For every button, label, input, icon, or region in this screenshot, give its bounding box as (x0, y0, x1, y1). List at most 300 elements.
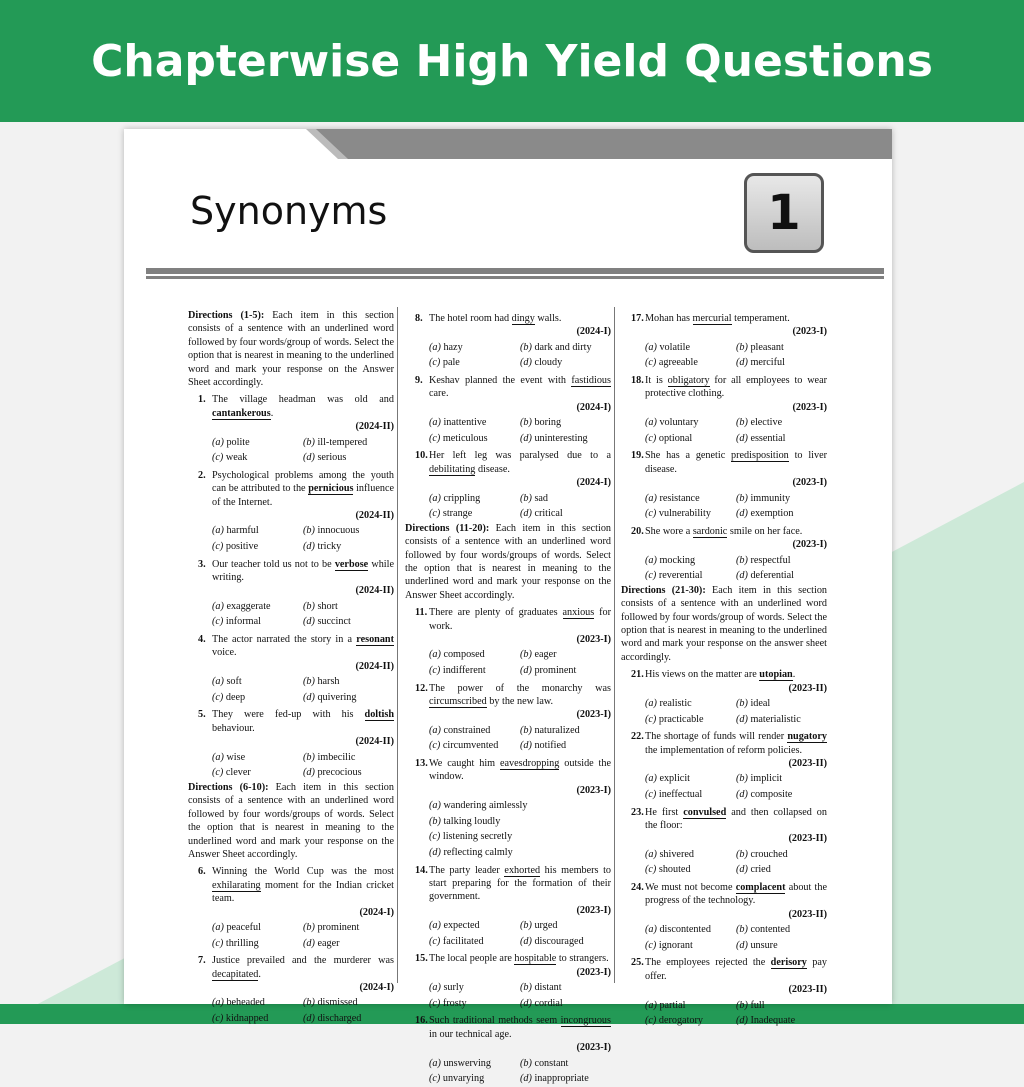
option-label (212, 1013, 223, 1024)
option-text: informal (225, 616, 261, 628)
question-number: 19. (631, 450, 644, 462)
option-text: wise (226, 751, 246, 763)
option-label (429, 982, 441, 993)
option-letter: (a) (429, 417, 441, 429)
option-label (520, 357, 532, 368)
option-letter: (b) (736, 492, 748, 504)
option-letter: (c) (212, 452, 224, 464)
answer-options (645, 415, 827, 446)
option-letter: (b) (736, 999, 748, 1011)
question-stem-end: to liver disease. (645, 450, 827, 475)
question-year: (2023-I) (576, 904, 611, 916)
option-text: succinct (317, 616, 351, 628)
option-label (645, 789, 656, 800)
column-separator (397, 307, 398, 983)
option-letter: (d) (736, 864, 748, 876)
column-separator (614, 307, 615, 983)
question-stem-end: for work. (429, 607, 611, 632)
question-stem: Winning the World Cup was the most (212, 866, 394, 878)
answer-options (645, 847, 827, 878)
option-label (303, 541, 315, 552)
option-letter: (c) (429, 831, 441, 843)
question-stem-end: while writing. (212, 558, 394, 584)
option-letter: (a) (429, 649, 441, 661)
question-text (645, 730, 827, 770)
option-label (212, 997, 224, 1008)
answer-options (212, 523, 394, 554)
question-stem-end: . (270, 407, 274, 419)
answer-options (212, 995, 394, 1026)
option-letter: (d) (736, 357, 748, 369)
question-stem-end: to strangers. (556, 953, 609, 965)
question-year: (2024-I) (576, 401, 611, 413)
option-label (520, 433, 532, 444)
option-text: pale (442, 357, 460, 369)
answer-option (645, 553, 736, 569)
option-text: resistance (659, 492, 700, 504)
answer-option (736, 506, 827, 522)
answer-option (645, 340, 736, 356)
answer-option (303, 920, 394, 936)
option-letter: (b) (736, 848, 748, 860)
option-text: elective (750, 417, 783, 429)
question-column-1 (188, 309, 394, 1027)
option-text: constant (534, 1057, 569, 1069)
answer-option (429, 918, 520, 934)
option-label (429, 508, 440, 519)
answer-option (303, 599, 394, 615)
question-year: (2023-II) (788, 833, 827, 845)
answer-options (429, 647, 611, 678)
question-year: (2024-II) (355, 660, 394, 672)
answer-option (645, 431, 736, 447)
option-letter: (b) (520, 920, 532, 932)
option-text: ideal (750, 698, 771, 710)
question-text (429, 312, 611, 339)
option-letter: (d) (303, 691, 315, 703)
option-text: soft (226, 676, 242, 688)
option-letter: (b) (520, 649, 532, 661)
option-letter: (a) (645, 773, 657, 785)
answer-option (520, 431, 611, 447)
question-text (645, 525, 827, 552)
answer-option (429, 723, 520, 739)
underlined-word: nugatory (787, 731, 827, 743)
question-text (645, 312, 827, 339)
option-letter: (c) (645, 1015, 657, 1027)
option-letter: (a) (645, 999, 657, 1011)
option-letter: (d) (520, 432, 532, 444)
question-stem-end: . (792, 669, 796, 681)
option-label (520, 982, 532, 993)
question-stem: His views on the matter are (645, 669, 760, 681)
option-letter: (b) (303, 921, 315, 933)
question-item (188, 393, 394, 465)
option-text: uninteresting (534, 432, 588, 444)
answer-option (303, 936, 394, 952)
answer-option (736, 847, 827, 863)
question-item (621, 806, 827, 878)
question-number: 17. (631, 313, 644, 324)
option-text: precocious (317, 767, 362, 779)
question-year: (2024-I) (576, 477, 611, 489)
answer-options (645, 553, 827, 584)
question-stem-end: and then collapsed on the floor: (645, 806, 827, 832)
question-stem: She wore a (645, 525, 693, 537)
option-text: discontented (659, 924, 711, 936)
answer-option (212, 674, 303, 690)
option-label (212, 601, 224, 612)
option-label (303, 767, 315, 778)
option-text: serious (317, 452, 347, 464)
question-stem: The village headman was old and (212, 394, 394, 406)
option-label (520, 1073, 532, 1084)
question-item (621, 525, 827, 584)
option-text: ineffectual (658, 789, 703, 801)
option-label (736, 342, 748, 353)
question-stem-end: . (258, 968, 261, 980)
answer-option (520, 647, 611, 663)
option-letter: (c) (429, 432, 441, 444)
option-text: hazy (443, 341, 463, 353)
answer-option (212, 539, 303, 555)
option-text: unsure (750, 939, 778, 951)
question-stem-end: the implementation of reform policies. (645, 744, 803, 756)
question-year: (2024-II) (355, 421, 394, 433)
option-letter: (b) (736, 417, 748, 429)
answer-option (736, 1013, 827, 1029)
question-text (645, 806, 827, 846)
option-letter: (a) (429, 920, 441, 932)
option-text: distant (534, 982, 562, 994)
question-stem-end: by the new law. (486, 696, 554, 708)
option-text: expected (443, 920, 480, 932)
answer-option (645, 491, 736, 507)
question-number: 4. (198, 634, 206, 646)
option-text: unswerving (443, 1057, 491, 1069)
question-year: (2023-I) (792, 326, 827, 338)
directions-text (405, 522, 611, 602)
option-letter: (b) (520, 982, 532, 994)
question-number: 14. (415, 864, 428, 876)
option-text: agreeable (658, 357, 698, 369)
divider-rule (146, 268, 884, 274)
question-stem-end: care. (429, 388, 449, 400)
answer-option (429, 1071, 520, 1087)
question-stem-end: for all employees to wear protective clothing. (645, 375, 827, 400)
answer-option (429, 491, 520, 507)
option-label (645, 433, 656, 444)
question-stem: The employees rejected the (645, 957, 771, 969)
answer-option (429, 996, 520, 1012)
question-stem: Mohan has (645, 313, 693, 324)
question-number: 5. (198, 709, 206, 721)
question-year: (2024-II) (355, 510, 394, 522)
question-item (621, 374, 827, 446)
answer-options (212, 750, 394, 781)
option-letter: (b) (736, 773, 748, 785)
option-letter: (b) (736, 341, 748, 353)
option-letter: (b) (520, 724, 532, 736)
question-year: (2023-I) (792, 539, 827, 551)
answer-option (645, 771, 736, 787)
question-text (429, 449, 611, 489)
answer-options (429, 1056, 611, 1087)
question-text (645, 374, 827, 414)
question-text (212, 469, 394, 523)
underlined-word: debilitating (429, 463, 476, 475)
answer-option (736, 922, 827, 938)
option-letter: (d) (303, 541, 315, 553)
question-text (429, 864, 611, 918)
option-label (736, 493, 748, 504)
option-label (212, 922, 224, 933)
option-text: reflecting calmly (443, 847, 513, 859)
option-letter: (d) (520, 1073, 532, 1085)
option-letter: (a) (429, 492, 441, 504)
answer-option (303, 614, 394, 630)
option-label (520, 649, 532, 660)
option-text: shivered (659, 848, 694, 860)
answer-option (303, 1011, 394, 1027)
option-text: weak (225, 452, 248, 464)
option-text: eager (317, 937, 340, 949)
answer-option (429, 431, 520, 447)
option-label (429, 936, 440, 947)
question-year: (2023-II) (788, 908, 827, 920)
option-text: sad (534, 492, 549, 504)
question-number: 11. (415, 607, 428, 619)
option-letter: (d) (736, 713, 748, 725)
question-stem-end: in our technical age. (429, 1028, 512, 1040)
option-text: prominent (534, 665, 577, 677)
question-item (405, 864, 611, 950)
option-text: constrained (443, 724, 491, 736)
option-text: Inadequate (750, 1015, 796, 1027)
question-stem-end: smile on her face. (727, 525, 803, 537)
option-label (520, 342, 532, 353)
option-label (520, 936, 532, 947)
answer-option (303, 765, 394, 781)
answer-option (736, 340, 827, 356)
answer-option (212, 995, 303, 1011)
option-label (212, 692, 223, 703)
question-item (405, 757, 611, 861)
option-letter: (d) (303, 937, 315, 949)
option-letter: (d) (303, 767, 315, 779)
answer-option (429, 506, 520, 522)
option-text: composed (443, 649, 485, 661)
question-item (621, 449, 827, 521)
option-letter: (a) (212, 997, 224, 1009)
option-text: crippling (443, 492, 481, 504)
option-label (429, 998, 440, 1009)
question-stem: We must not become (645, 882, 736, 894)
question-year: (2023-I) (576, 784, 611, 796)
option-text: eager (534, 649, 557, 661)
question-number: 12. (415, 682, 428, 694)
question-number: 23. (631, 806, 644, 818)
option-label (212, 452, 223, 463)
option-letter: (d) (736, 432, 748, 444)
option-text: inattentive (443, 417, 487, 429)
option-label (520, 725, 532, 736)
answer-option (645, 415, 736, 431)
answer-option (212, 599, 303, 615)
answer-option (645, 938, 736, 954)
option-text: peaceful (226, 921, 261, 933)
question-stem-end: about the progress of the technology. (645, 882, 827, 907)
question-stem-end: voice. (212, 647, 237, 659)
answer-option (212, 523, 303, 539)
directions-label: Directions (21-30): (621, 584, 706, 596)
question-stem: They were fed-up with his (212, 709, 365, 721)
option-label (429, 357, 440, 368)
answer-options (212, 920, 394, 951)
option-letter: (c) (212, 691, 224, 703)
option-text: full (750, 999, 765, 1011)
answer-option (736, 553, 827, 569)
option-letter: (c) (429, 997, 441, 1009)
option-label (645, 849, 657, 860)
answer-option (520, 918, 611, 934)
option-letter: (d) (736, 508, 748, 520)
option-label (429, 920, 441, 931)
option-letter: (b) (520, 492, 532, 504)
question-stem: Her left leg was paralysed due to a (429, 450, 611, 462)
option-label (645, 924, 657, 935)
option-letter: (d) (736, 939, 748, 951)
option-label (429, 649, 441, 660)
answer-option (212, 750, 303, 766)
directions-body: Each item in this section consists of a sentence with an underlined word followed by four words/groups of words. Select the option that is nearest in meaning to the underlined word and mark your response on the Answer Sheet accordingly. (405, 522, 612, 601)
question-item (405, 606, 611, 678)
question-text (212, 865, 394, 919)
question-text (645, 956, 827, 996)
option-letter: (c) (212, 1012, 224, 1024)
option-label (212, 616, 223, 627)
answer-option (736, 491, 827, 507)
question-number: 6. (198, 866, 206, 878)
option-letter: (d) (520, 997, 532, 1009)
answer-option (645, 1013, 736, 1029)
option-text: meticulous (442, 432, 488, 444)
question-stem: It is (645, 375, 668, 386)
option-letter: (d) (736, 1015, 748, 1027)
answer-option (520, 340, 611, 356)
option-letter: (c) (429, 1073, 441, 1085)
question-text (429, 682, 611, 722)
option-text: beheaded (226, 997, 265, 1009)
question-year: (2024-I) (359, 981, 394, 993)
answer-options (429, 340, 611, 371)
question-text (429, 606, 611, 646)
question-stem-end: temperament. (731, 313, 790, 324)
question-number: 25. (631, 957, 644, 969)
question-item (405, 952, 611, 1011)
question-year: (2023-II) (788, 984, 827, 996)
answer-option (736, 998, 827, 1014)
answer-options (429, 918, 611, 949)
option-text: pleasant (750, 341, 784, 353)
question-item (621, 668, 827, 727)
question-number: 1. (198, 394, 206, 406)
option-label (429, 417, 441, 428)
option-text: boring (534, 417, 562, 429)
option-letter: (a) (429, 341, 441, 353)
option-letter: (a) (645, 924, 657, 936)
option-letter: (a) (212, 676, 224, 688)
option-label (645, 714, 656, 725)
option-text: strange (442, 508, 473, 520)
option-letter: (c) (212, 541, 224, 553)
option-letter: (d) (520, 508, 532, 520)
question-text (212, 633, 394, 673)
answer-option (645, 787, 736, 803)
question-column-3 (621, 309, 827, 1029)
option-label (429, 433, 440, 444)
answer-option (645, 712, 736, 728)
option-letter: (b) (736, 698, 748, 710)
underlined-word: exhilarating (212, 879, 261, 891)
question-stem: There are plenty of graduates (429, 607, 563, 619)
option-text: positive (225, 541, 259, 553)
option-letter: (a) (645, 848, 657, 860)
question-year: (2024-II) (355, 585, 394, 597)
option-label (429, 1073, 440, 1084)
option-label (736, 698, 748, 709)
answer-options (645, 696, 827, 727)
option-letter: (b) (303, 676, 315, 688)
answer-options (645, 340, 827, 371)
option-text: immunity (750, 492, 791, 504)
answer-option (212, 936, 303, 952)
option-text: ill-tempered (317, 436, 368, 448)
question-year: (2023-I) (576, 1042, 611, 1054)
chapter-number-badge: 1 (744, 173, 824, 253)
answer-option (429, 340, 520, 356)
answer-option (520, 1056, 611, 1072)
chapter-title: Synonyms (190, 189, 388, 233)
option-label (303, 437, 315, 448)
option-letter: (a) (212, 600, 224, 612)
option-label (736, 433, 748, 444)
option-letter: (c) (212, 937, 224, 949)
question-item (405, 312, 611, 371)
answer-option (303, 750, 394, 766)
underlined-word: utopian (759, 669, 793, 681)
option-text: optional (658, 432, 693, 444)
answer-options (645, 491, 827, 522)
directions-label: Directions (1-5): (188, 310, 265, 321)
option-label (429, 665, 440, 676)
option-label (212, 541, 223, 552)
question-stem: The party leader (429, 864, 505, 876)
question-stem: Such traditional methods seem (429, 1015, 561, 1027)
option-letter: (c) (429, 935, 441, 947)
question-item (621, 730, 827, 802)
option-letter: (c) (645, 789, 657, 801)
option-label (645, 1000, 657, 1011)
option-text: vulnerability (658, 508, 711, 520)
option-label (429, 740, 440, 751)
question-stem: He first (645, 806, 684, 818)
option-label (736, 508, 748, 519)
underlined-word: complacent (735, 882, 786, 894)
question-number: 18. (631, 375, 644, 386)
answer-option (736, 712, 827, 728)
question-stem-end: walls. (534, 313, 562, 324)
